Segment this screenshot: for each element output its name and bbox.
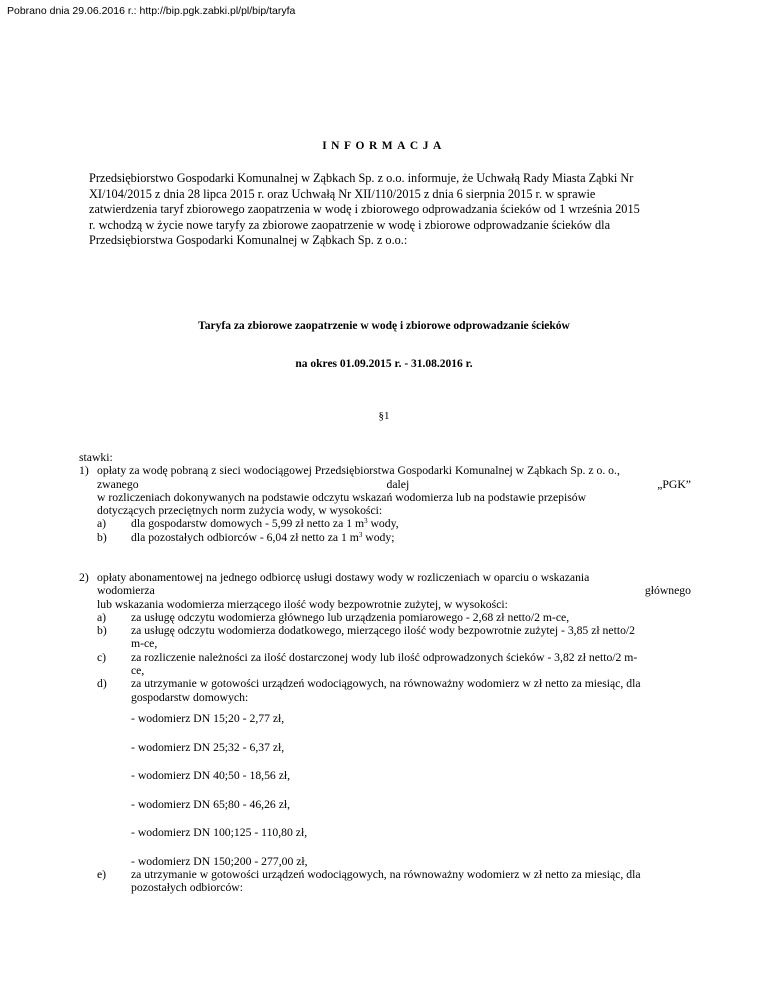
item-2-line [79, 571, 691, 584]
meter-rate: - wodomierz DN 100;125 - 110,80 zł, [131, 826, 308, 839]
item-2a-text: za usługę odczytu wodomierza głównego lub urządzenia pomiarowego - 2,68 zł netto/2 m-ce, [131, 610, 570, 624]
item-1a-text: dla gospodarstw domowych - 5,99 zł netto za 1 m [131, 517, 365, 531]
sub-label: e) [97, 868, 107, 881]
intro-line: Przedsiębiorstwa Gospodarki Komunalnej w Ząbkach Sp. z o.o.: [89, 233, 408, 247]
intro-line: zatwierdzenia taryf zbiorowego zaopatrzenia w wodę i zbiorowego odprowadzania ścieków od 1 września 2015 [89, 202, 640, 216]
item-2b-cont: m-ce, [131, 637, 158, 651]
sub-label: a) [97, 517, 107, 531]
item-1b [79, 531, 691, 544]
item-2-line: wodomierza głównego [97, 584, 691, 598]
item-2a [79, 611, 691, 624]
item-2b-text: za usługę odczytu wodomierza dodatkowego, mierzącego ilość wody bezpowrotnie zużytej - 3,85 zł netto/2 [131, 624, 636, 638]
item-number: 2) [79, 571, 89, 584]
item-1a [79, 517, 691, 530]
cubic-superscript: 3 [364, 517, 368, 526]
item-1-line [79, 464, 691, 477]
stawki-label: stawki: [79, 451, 113, 464]
section-1 [79, 451, 691, 544]
meter-rate: - wodomierz DN 25;32 - 6,37 zł, [131, 741, 285, 754]
item-1a-text-end: wody, [367, 517, 399, 531]
intro-line: r. wchodzą w życie nowe taryfy za zbiorowe zaopatrzenie w wodę i zbiorowe odprowadzanie ścieków dla [89, 217, 611, 232]
item-2b [79, 624, 691, 637]
sub-label: c) [97, 650, 107, 664]
item-2d-text: za utrzymanie w gotowości urządzeń wodociągowych, na równoważny wodomierz w zł netto za miesiąc, dla [131, 677, 641, 691]
intro-line: Przedsiębiorstwo Gospodarki Komunalnej w Ząbkach Sp. z o.o. informuje, że Uchwałą Rady Miasta Ząbki Nr [89, 171, 634, 185]
item-2-line: lub wskazania wodomierza mierzącego ilość wody bezpowrotnie zużytej, w wysokości: [97, 597, 508, 611]
item-1-line: zwanego dalej „PGK” [97, 477, 691, 491]
cubic-superscript: 3 [358, 530, 363, 539]
item-2-text: opłaty abonamentowej na jednego odbiorcę usługi dostawy wody w rozliczeniach w oparciu o wskazania [97, 571, 590, 584]
meter-rate: - wodomierz DN 65;80 - 46,26 zł, [131, 798, 291, 811]
meter-rate: - wodomierz DN 40;50 - 18,56 zł, [131, 769, 291, 782]
tariff-period: na okres 01.09.2015 r. - 31.08.2016 r. [295, 358, 473, 370]
item-1b-text-end: wody; [362, 530, 395, 544]
section-2 [79, 571, 691, 704]
item-2c-text: za rozliczenie należności za ilość dostarczonej wody lub ilość odprowadzonych ścieków - 3,82 zł netto/2 m- [131, 650, 638, 664]
item-2d-cont: gospodarstw domowych: [131, 690, 249, 704]
download-header: Pobrano dnia 29.06.2016 r.: http://bip.pgk.zabki.pl/pl/bip/taryfa [7, 5, 296, 17]
item-2d [79, 677, 691, 690]
item-1b-text: dla pozostałych odbiorców - 6,04 zł netto za 1 m [131, 530, 359, 544]
item-2e-text: za utrzymanie w gotowości urządzeń wodociągowych, na równoważny wodomierz w zł netto za miesiąc, dla [131, 868, 641, 881]
item-2e-cont: pozostałych odbiorców: [131, 881, 243, 895]
meter-rate: - wodomierz DN 15;20 - 2,77 zł, [131, 712, 285, 725]
sub-label: b) [97, 624, 107, 638]
item-1-line: dotyczących przeciętnych norm zużycia wody, w wysokości: [97, 504, 383, 518]
paragraph-mark: §1 [378, 410, 390, 422]
item-1-line: w rozliczeniach dokonywanych na podstawie odczytu wskazań wodomierza lub na podstawie przepisów [97, 490, 587, 504]
sub-label: b) [97, 530, 107, 544]
item-number: 1) [79, 464, 89, 478]
sub-label: d) [97, 677, 107, 691]
item-2e-block [79, 868, 691, 895]
document-title: INFORMACJA [322, 140, 446, 152]
item-2c-cont: ce, [131, 664, 145, 678]
item-2e [79, 868, 691, 881]
item-2c [79, 651, 691, 664]
intro-line: XI/104/2015 z dnia 28 lipca 2015 r. oraz Uchwałą Nr XII/110/2015 z dnia 6 sierpnia 2015 r. w sprawie [89, 186, 596, 201]
sub-label: a) [97, 610, 107, 624]
item-1-text: opłaty za wodę pobraną z sieci wodociągowej Przedsiębiorstwa Gospodarki Komunalnej w Ząbkach Sp. z o. o., [97, 464, 620, 478]
intro-paragraph [89, 171, 689, 249]
tariff-title: Taryfa za zbiorowe zaopatrzenie w wodę i zbiorowe odprowadzanie ścieków [198, 320, 570, 332]
meter-rate: - wodomierz DN 150;200 - 277,00 zł, [131, 855, 308, 868]
